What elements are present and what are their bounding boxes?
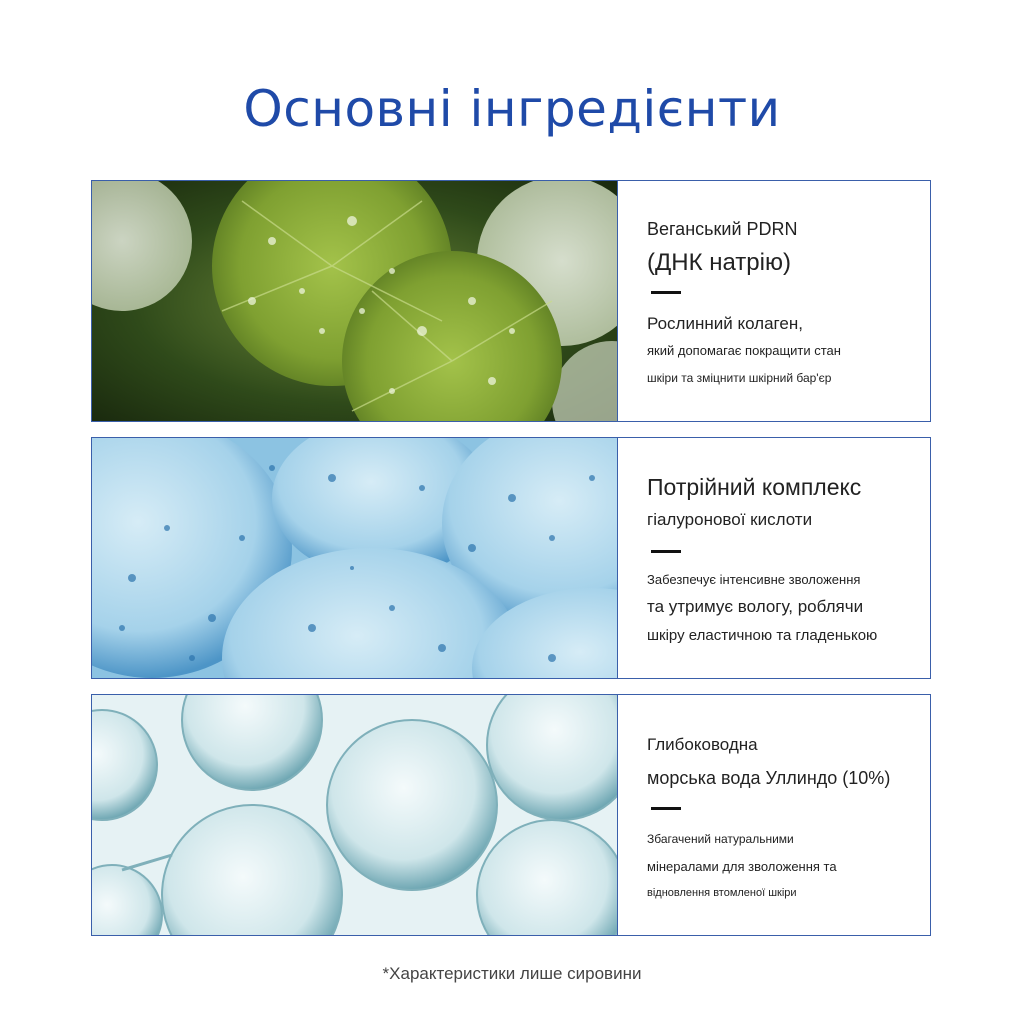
ingredient-title-line-2: гіалуронової кислоти	[647, 510, 813, 529]
ingredient-title-line-2: (ДНК натрію)	[647, 249, 791, 276]
ingredient-title-line-2: морська вода Уллиндо (10%)	[647, 768, 891, 788]
divider	[651, 807, 681, 810]
divider	[651, 550, 681, 553]
ingredient-desc-line-2: та утримує вологу, роблячи	[647, 597, 864, 616]
centella-leaves-image	[92, 181, 618, 421]
ingredient-desc-line-2: мінералами для зволоження та	[647, 859, 837, 874]
ingredient-desc-line-3: шкіри та зміцнити шкірний бар'єр	[647, 371, 832, 385]
ingredient-desc-line-3: шкіру еластичною та гладенькою	[647, 627, 878, 644]
ingredient-title-line-1: Веганський PDRN	[647, 219, 798, 239]
ingredient-desc-line-1: Збагачений натуральними	[647, 832, 794, 846]
ingredient-card-seawater	[91, 694, 931, 936]
ingredient-card-hyaluronic	[91, 437, 931, 679]
seawater-spheres-image	[92, 695, 618, 935]
ingredient-title-line-1: Глибоководна	[647, 735, 758, 754]
ingredient-desc-line-1: Забезпечує інтенсивне зволоження	[647, 572, 861, 587]
ingredient-desc-line-3: відновлення втомленої шкіри	[647, 887, 797, 899]
hyaluronic-gel-image	[92, 438, 618, 678]
ingredient-card-pdrn	[91, 180, 931, 422]
divider	[651, 291, 681, 294]
ingredient-title-line-1: Потрійний комплекс	[647, 474, 862, 500]
ingredient-desc-line-2: який допомагає покращити стан	[647, 343, 841, 358]
page-title: Основні інгредієнти	[243, 80, 781, 138]
footnote: *Характеристики лише сировини	[382, 964, 642, 983]
ingredient-desc-line-1: Рослинний колаген,	[647, 314, 803, 333]
